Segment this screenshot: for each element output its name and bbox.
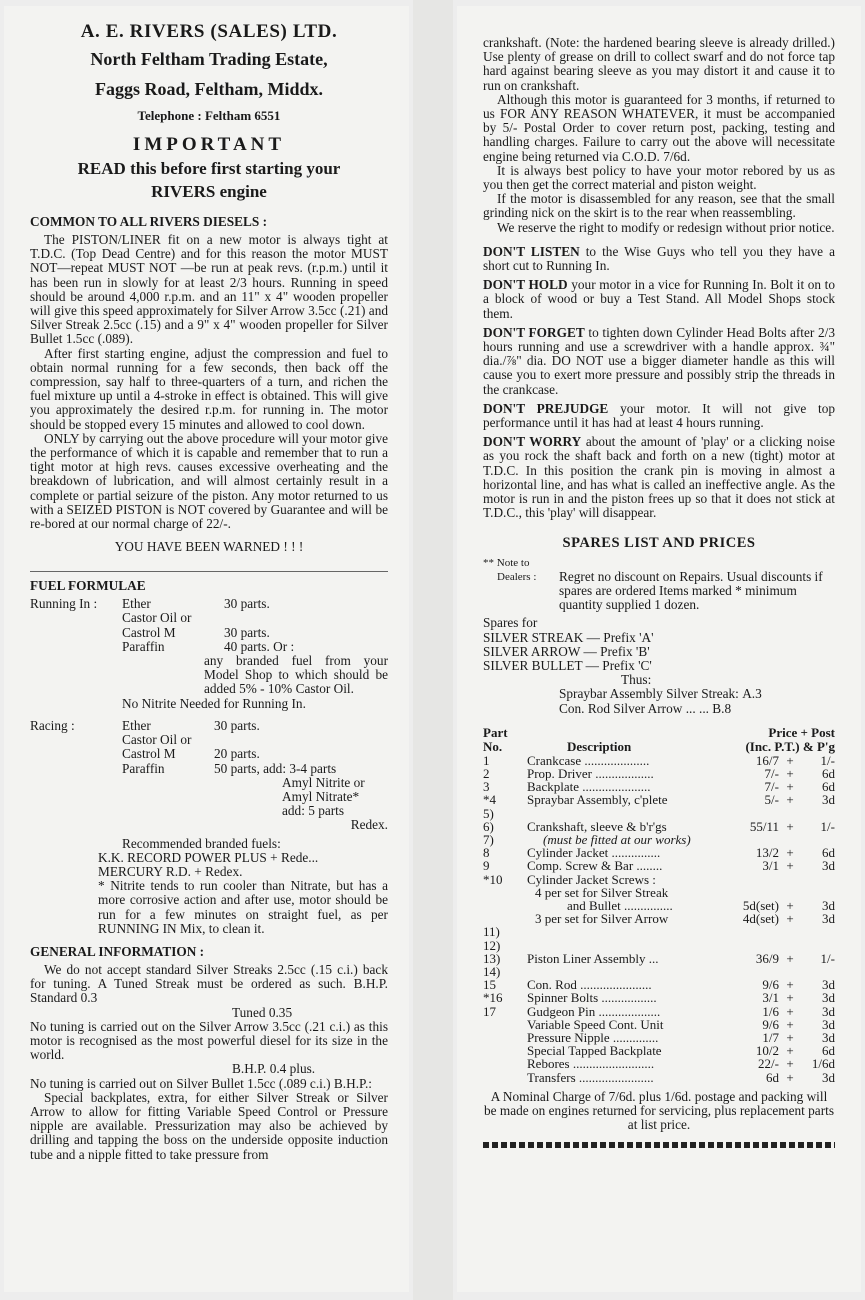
brand-1: K.K. RECORD POWER PLUS + Rede... [98, 849, 319, 865]
part-price: 9/6 [762, 1016, 779, 1032]
racing-table [30, 719, 336, 776]
part-postage [801, 873, 835, 886]
price-plus: + [786, 977, 794, 993]
part-number: 12) [483, 937, 501, 953]
running-in-table [30, 597, 294, 654]
general-paragraph-1: We do not accept standard Silver Streaks 2.5cc (.15 c.i.) back for tuning. A Tuned Streak must be ordered as such. B.H.P. Standard 0.3 [30, 961, 388, 1006]
part-postage: 3d [822, 1069, 835, 1085]
part-description: Comp. Screw & Bar ........ [527, 858, 663, 874]
part-description: 4 per set for Silver Streak [535, 884, 669, 900]
spares-for: Spares for [483, 615, 538, 631]
part-number: 17 [483, 1003, 496, 1019]
part-price: 55/11 [749, 818, 779, 834]
dont-item [483, 435, 835, 520]
dealers-note [483, 570, 835, 613]
dont-key: DON'T HOLD [483, 277, 568, 293]
part-number: 3 [483, 779, 490, 795]
table-row [483, 939, 835, 952]
part-postage: 3d [822, 858, 835, 874]
table-row [483, 991, 835, 1004]
part-price: 1/7 [762, 1030, 779, 1045]
price-plus: + [786, 818, 794, 834]
price-plus [779, 925, 801, 938]
price-plus: + [786, 792, 794, 808]
header-price-line-1: Price + Post [768, 724, 835, 740]
dont-item [483, 278, 835, 321]
example-label: Con. Rod Silver Arrow ... [559, 700, 696, 716]
part-description: Variable Speed Cont. Unit [527, 1016, 664, 1032]
page-gutter [413, 0, 453, 1300]
part-description: Gudgeon Pin ................... [527, 1003, 661, 1019]
part-postage: 3d [822, 1003, 835, 1019]
part-number: 6) [483, 818, 494, 834]
address-line-1: North Feltham Trading Estate, [90, 49, 328, 69]
table-row [483, 886, 835, 899]
part-price [727, 807, 779, 820]
table-row [483, 859, 835, 872]
part-price: 13/2 [755, 845, 779, 861]
part-postage: 1/6d [811, 1056, 835, 1072]
part-price: 22/- [758, 1056, 779, 1072]
fuel-qty: 30 parts. [224, 596, 270, 612]
rivers-engine: RIVERS engine [151, 182, 267, 201]
dont-key: DON'T WORRY [483, 434, 582, 450]
part-number [483, 899, 527, 912]
part-number [483, 886, 527, 899]
example-2 [559, 702, 835, 716]
fuel-qty: 30 parts. [224, 624, 270, 640]
part-postage: 3d [822, 911, 835, 927]
price-plus: + [786, 1043, 794, 1059]
dont-key: DON'T PREJUDGE [483, 400, 609, 416]
common-paragraph-3: ONLY by carrying out the above procedure will your motor give the performance of which it is capable and remember that to run a tight motor at high revs. causes excessive overheating and the breakdown of lubrication, and will almost certainly result in a complete or partial seizure of the piston. Any motor returned to us with a SEIZED PISTON is NOT covered by Guarantee and will be re-bored at our normal charge of 22/-. [30, 430, 388, 532]
part-description: and Bullet ............... [567, 897, 673, 913]
continued-paragraph-4: If the motor is disassembled for any reason, see that the small grinding nick on the skirt is to the rear when reassembling. [483, 191, 835, 221]
racing-label: Racing : [30, 717, 75, 733]
part-postage [801, 925, 835, 938]
part-price: 7/- [764, 765, 779, 781]
part-price [727, 886, 779, 899]
dont-text: your motor in a vice for Running In. Bolt it on to a block of wood or buy a Test Stand. All Model Shops stock them. [483, 277, 836, 321]
address-line-2: Faggs Road, Feltham, Middx. [94, 79, 323, 99]
part-postage [801, 939, 835, 952]
part-postage: 3d [822, 977, 835, 993]
part-number [483, 1044, 527, 1057]
part-description [527, 807, 727, 820]
part-number [483, 1018, 527, 1031]
fuel-qty: 30 parts. [214, 717, 260, 733]
price-plus [779, 807, 801, 820]
fuel-item: Ether [122, 717, 151, 733]
header-description: Description [567, 738, 632, 754]
part-description: Cylinder Jacket ............... [527, 845, 661, 861]
spares-title: SPARES LIST AND PRICES [562, 534, 756, 551]
part-description: Con. Rod ...................... [527, 977, 652, 993]
price-plus: + [786, 1016, 794, 1032]
price-plus [779, 886, 801, 899]
table-row [483, 1005, 835, 1018]
dealers-label: Dealers : [497, 570, 537, 583]
part-price: 3/1 [762, 858, 779, 874]
table-row [483, 754, 835, 767]
part-description: Pressure Nipple .............. [527, 1030, 659, 1045]
part-postage: 3d [822, 1016, 835, 1032]
left-page [4, 6, 409, 1292]
header-price-line-2: (Inc. P.T.) & P'g [745, 738, 835, 754]
dont-key: DON'T LISTEN [483, 243, 580, 259]
prefix-line: SILVER ARROW — Prefix 'B' [483, 643, 650, 659]
part-postage: 6d [822, 845, 835, 861]
price-plus: + [786, 990, 794, 1006]
running-in-note: any branded fuel from your Model Shop to which should be added 5% - 10% Castor Oil. [204, 653, 388, 697]
price-plus: + [786, 911, 794, 927]
part-number: 14) [483, 963, 501, 979]
price-plus: + [786, 858, 794, 874]
dont-text: to the Wise Guys who tell you they have a short cut to Running In. [483, 243, 835, 274]
parts-body [483, 754, 835, 1084]
divider [30, 571, 388, 572]
racing-extra [282, 776, 388, 833]
left-column [30, 20, 388, 1162]
table-row [483, 820, 835, 833]
general-paragraph-3: No tuning is carried out on Silver Bullet 1.5cc (.089 c.i.) B.H.P.: [30, 1075, 372, 1091]
important-heading: IMPORTANT [132, 134, 286, 155]
fuel-item: Castrol M [122, 746, 176, 762]
part-number [483, 1057, 527, 1070]
price-plus: + [786, 1069, 794, 1085]
part-number: *16 [483, 990, 503, 1006]
prefix-line: SILVER BULLET — Prefix 'C' [483, 657, 652, 673]
right-page [457, 6, 861, 1292]
dont-item [483, 245, 835, 273]
part-postage: 6d [822, 779, 835, 795]
racing-extra-line: Amyl Nitrite or [282, 774, 365, 790]
part-postage: 1/- [820, 752, 835, 768]
fuel-item: Castor Oil or [122, 732, 192, 748]
racing-extra-line: Amyl Nitrate* [282, 788, 360, 804]
price-plus: + [786, 1003, 794, 1019]
continued-paragraph-1: crankshaft. (Note: the hardened bearing sleeve is already drilled.) Use plenty of grease on drill to collect swarf and do not force tap hard against bearing sleeve as you may distort it and cause it to run on crankshaft. [483, 35, 835, 93]
part-number: 2 [483, 765, 490, 781]
fuel-heading: FUEL FORMULAE [30, 578, 146, 594]
part-postage: 3d [822, 897, 835, 913]
part-description: Backplate ..................... [527, 779, 651, 795]
part-price: 5d(set) [742, 897, 779, 913]
fuel-qty [214, 733, 336, 747]
example-1 [559, 687, 835, 701]
part-number: 5) [483, 805, 494, 821]
general-heading: GENERAL INFORMATION : [30, 943, 205, 959]
part-description: Prop. Driver .................. [527, 765, 654, 781]
part-description: Cylinder Jacket Screws : [527, 871, 656, 887]
common-heading: COMMON TO ALL RIVERS DIESELS : [30, 214, 268, 229]
part-description: Crankcase .................... [527, 752, 650, 768]
part-description [527, 925, 727, 938]
price-plus: + [786, 1030, 794, 1045]
part-description: Spinner Bolts ................. [527, 990, 657, 1006]
price-plus [779, 873, 801, 886]
note-to: ** Note to [483, 556, 530, 569]
part-number: 7) [483, 831, 494, 847]
fuel-qty [224, 611, 294, 625]
part-price: 16/7 [755, 752, 779, 768]
part-postage: 3d [822, 990, 835, 1006]
common-paragraph-2: After first starting engine, adjust the compression and fuel to obtain normal running for a few seconds, then back off the compression, say half to three-quarters of a turn, and richen the fuel mixture up until a 4-stroke in effect is obtained. This will give you approximately the desired r.p.m. for running in. The motor should be stopped every 15 minutes and allowed to cool down. [30, 345, 388, 432]
part-description: Crankshaft, sleeve & b'r'gs [527, 818, 667, 834]
header-part-no: Part No. [483, 724, 508, 754]
read-line: READ this before first starting your [77, 159, 341, 178]
price-plus: + [786, 950, 794, 966]
table-row [483, 807, 835, 820]
part-description: Transfers ....................... [527, 1069, 654, 1085]
part-price: 3/1 [762, 990, 779, 1006]
racing-extra-line: add: 5 parts [282, 803, 345, 819]
part-description: 3 per set for Silver Arrow [535, 911, 669, 927]
part-description [527, 939, 727, 952]
table-row [483, 1057, 835, 1070]
fuel-item: Paraffin [122, 638, 165, 654]
part-postage [801, 807, 835, 820]
part-price [727, 873, 779, 886]
part-postage: 1/- [820, 818, 835, 834]
part-number: 15 [483, 977, 496, 993]
header-price [727, 726, 835, 754]
part-number [483, 1031, 527, 1044]
nitrite-note: * Nitrite tends to run cooler than Nitrate, but has a more corrosive action and after use, motor should be run for a few minutes on straight fuel, as per RUNNING IN Mix, to clean it. [98, 878, 388, 936]
part-price [727, 925, 779, 938]
decorative-dashed-bar [483, 1142, 835, 1148]
part-description: (must be fitted at our works) [543, 831, 691, 847]
part-number: *4 [483, 792, 496, 808]
common-paragraph-1: The PISTON/LINER fit on a new motor is always tight at T.D.C. (Top Dead Centre) and for this reason the motor MUST NOT—repeat MUST NOT —be run at peak revs. (r.p.m.) until it has been run in slowly for at least 2/3 hours. Running in speed should be around 4,000 r.p.m. and an 11" x 4" wooden propeller will give this speed approximately for Silver Arrow 3.5cc (.21) and Silver Streak 2.5cc (.15) and a 9" x 4" wooden propeller for Silver Bullet 1.5cc (.089). [30, 232, 388, 347]
part-price: 5/- [764, 792, 779, 808]
part-number: 11) [483, 924, 500, 940]
dont-item [483, 402, 835, 430]
price-plus: + [786, 1056, 794, 1072]
parts-table [483, 726, 835, 1084]
price-plus: + [786, 752, 794, 768]
part-postage [801, 886, 835, 899]
fuel-item: Castrol M [122, 624, 176, 640]
fuel-item: Paraffin [122, 760, 165, 776]
part-price [727, 939, 779, 952]
price-plus: + [786, 765, 794, 781]
fuel-item: Ether [122, 596, 151, 612]
warning-line: YOU HAVE BEEN WARNED ! ! ! [114, 539, 304, 555]
part-number: 8 [483, 845, 490, 861]
price-plus [779, 939, 801, 952]
racing-extra-line: Redex. [350, 817, 388, 833]
part-description: Spraybar Assembly, c'plete [527, 792, 668, 808]
table-row [483, 912, 835, 925]
fuel-qty: 50 parts, add: 3-4 parts [214, 760, 337, 776]
dont-text: about the amount of 'play' or a clicking noise as you rock the shaft back and forth on a new (tight) motor at T.D.C. In this position the crank pin is moving in almost a horizontal line, and has what is called an ineffective angle. As the motor is run in and the piston frees up so that it does not stick at T.D.C., this 'play' will disappear. [483, 434, 835, 521]
dealers-text: Regret no discount on Repairs. Usual discounts if spares are ordered Items marked * minimum quantity supplied 1 dozen. [559, 568, 823, 613]
thus-label: Thus: [621, 672, 652, 688]
general-bhp: B.H.P. 0.4 plus. [232, 1061, 316, 1077]
part-price: 10/2 [755, 1043, 779, 1059]
part-number: 9 [483, 858, 490, 874]
price-plus: + [786, 845, 794, 861]
recommended-fuels: Recommended branded fuels: [122, 835, 281, 851]
part-number [483, 1071, 527, 1084]
table-row [483, 793, 835, 806]
fuel-qty: 20 parts. [214, 746, 260, 762]
table-row [483, 1071, 835, 1084]
continued-paragraph-3: It is always best policy to have your motor rebored by us as you then get the correct material and piston weight. [483, 162, 835, 193]
part-price: 4d(set) [742, 911, 779, 927]
part-price: 1/6 [762, 1003, 779, 1019]
price-plus: + [786, 897, 794, 913]
table-row [483, 925, 835, 938]
no-nitrite-note: No Nitrite Needed for Running In. [122, 695, 306, 711]
fuel-item: Castor Oil or [122, 610, 192, 626]
running-in-label: Running In : [30, 596, 98, 612]
example-code: A.3 [742, 686, 762, 702]
part-number: *10 [483, 871, 503, 887]
part-price: 9/6 [762, 977, 779, 993]
brand-2: MERCURY R.D. + Redex. [98, 863, 243, 879]
part-price: 6d [766, 1069, 779, 1085]
right-column [483, 36, 835, 1148]
part-description: Piston Liner Assembly ... [527, 950, 659, 966]
dont-key: DON'T FORGET [483, 324, 585, 340]
part-postage: 3d [822, 1030, 835, 1045]
part-description: Rebores ......................... [527, 1056, 655, 1072]
part-price: 7/- [764, 779, 779, 795]
continued-paragraph-5: We reserve the right to modify or redesign without prior notice. [497, 219, 835, 235]
general-tuned: Tuned 0.35 [232, 1004, 293, 1020]
telephone: Telephone : Feltham 6551 [137, 108, 281, 123]
continued-paragraph-2: Although this motor is guaranteed for 3 months, if returned to us FOR ANY REASON WHATEVER, it must be accompanied by 5/- Postal Order to cover return post, packing, testing and handling charges. Failure to carry out the above will necessitate engine being returned via C.O.D. 7/6d. [483, 91, 835, 164]
example-label: Spraybar Assembly Silver Streak: [559, 686, 739, 702]
part-number: 1 [483, 752, 490, 768]
part-postage: 3d [822, 792, 835, 808]
example-code: ... B.8 [699, 700, 732, 716]
part-postage: 6d [822, 1043, 835, 1059]
part-number: 13) [483, 950, 501, 966]
dont-text: to tighten down Cylinder Head Bolts after 2/3 hours running and use a screwdriver with a handle approx. ¾" dia./⅞" dia. DO NOT use a bigger diameter handle as this will cause you to exert more pressure and possibly strip the threads in the crankcase. [483, 324, 835, 397]
dont-text: your motor. It will not give top performance until it has had at least 4 hours running. [483, 400, 836, 431]
company-name: A. E. RIVERS (SALES) LTD. [80, 21, 338, 42]
part-postage: 1/- [820, 950, 835, 966]
fuel-qty: 40 parts. Or : [224, 638, 295, 654]
dont-item [483, 326, 835, 397]
general-paragraph-4: Special backplates, extra, for either Silver Streak or Silver Arrow to allow for fitting Variable Speed Control or Pressure nipple are available. Pressurization may also be achieved by drilling and tapping the boss on the underside opposite induction tube and a nipple fitted to take pressure from [30, 1089, 388, 1162]
table-row [483, 873, 835, 886]
donts-list [483, 245, 835, 521]
part-postage: 6d [822, 765, 835, 781]
general-paragraph-2: No tuning is carried out on the Silver Arrow 3.5cc (.21 c.i.) as this motor is recognised as the most powerful diesel for its size in the world. [30, 1018, 388, 1063]
prefix-line: SILVER STREAK — Prefix 'A' [483, 629, 654, 645]
nominal-charge-note: A Nominal Charge of 7/6d. plus 1/6d. postage and packing will be made on engines returned for servicing, plus replacement parts at list price. [483, 1088, 835, 1133]
part-description: Special Tapped Backplate [527, 1043, 662, 1059]
part-price: 36/9 [755, 950, 779, 966]
table-row [483, 952, 835, 965]
price-plus: + [786, 779, 794, 795]
